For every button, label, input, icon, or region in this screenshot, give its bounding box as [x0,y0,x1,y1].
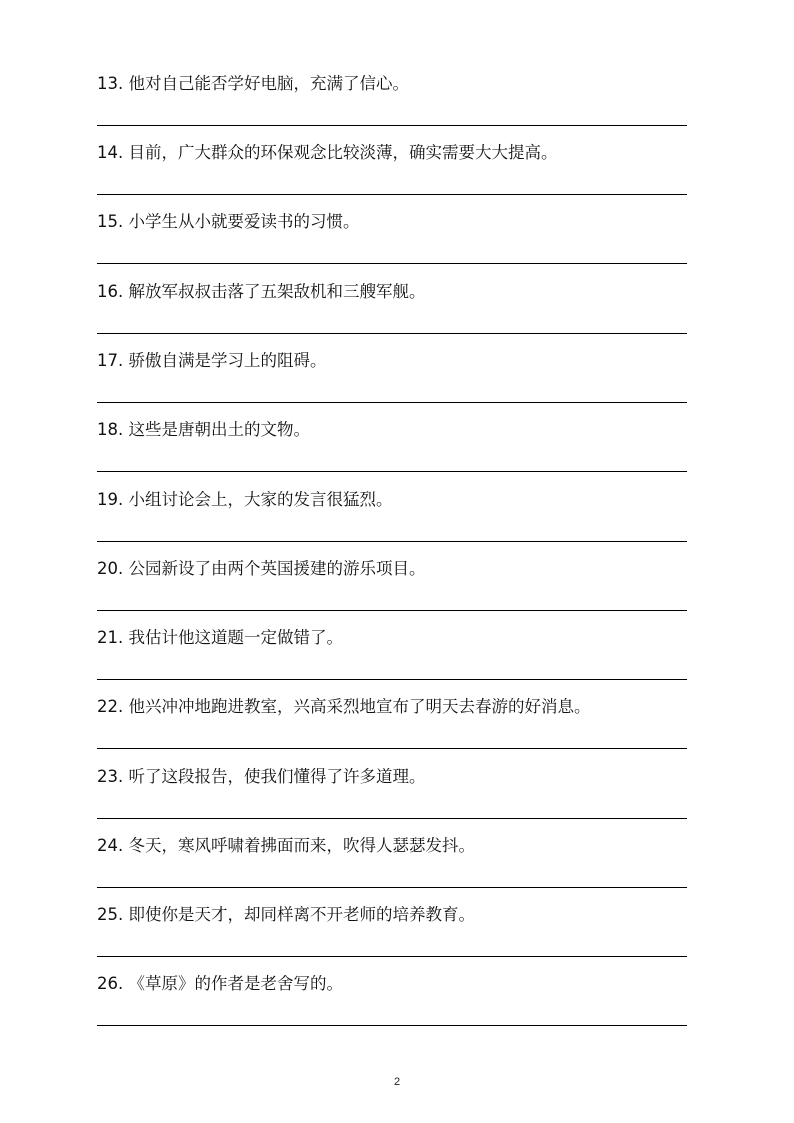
question-text: 21. 我估计他这道题一定做错了。 [97,628,343,647]
question-item [97,70,687,140]
answer-line[interactable] [97,333,687,334]
answer-line[interactable] [97,818,687,819]
question-item [97,208,687,278]
question-item [97,763,687,833]
answer-line[interactable] [97,887,687,888]
question-item [97,832,687,902]
question-item [97,139,687,209]
answer-line[interactable] [97,471,687,472]
question-text: 19. 小组讨论会上，大家的发言很猛烈。 [97,490,393,509]
answer-line[interactable] [97,194,687,195]
question-text: 13. 他对自己能否学好电脑，充满了信心。 [97,74,409,93]
question-text: 24. 冬天，寒风呼啸着拂面而来，吹得人瑟瑟发抖。 [97,836,475,855]
question-item [97,970,687,1040]
question-text: 18. 这些是唐朝出土的文物。 [97,420,310,439]
answer-line[interactable] [97,263,687,264]
answer-line[interactable] [97,748,687,749]
answer-line[interactable] [97,1025,687,1026]
answer-line[interactable] [97,541,687,542]
answer-line[interactable] [97,125,687,126]
question-item [97,693,687,763]
question-text: 23. 听了这段报告，使我们懂得了许多道理。 [97,767,426,786]
answer-line[interactable] [97,610,687,611]
page-number: 2 [393,1076,401,1088]
question-text: 20. 公园新设了由两个英国援建的游乐项目。 [97,559,426,578]
question-item [97,416,687,486]
question-item [97,486,687,556]
answer-line[interactable] [97,402,687,403]
question-item [97,624,687,694]
question-item [97,278,687,348]
question-item [97,347,687,417]
question-text: 14. 目前，广大群众的环保观念比较淡薄，确实需要大大提高。 [97,143,558,162]
question-text: 17. 骄傲自满是学习上的阻碍。 [97,351,327,370]
question-item [97,555,687,625]
question-text: 16. 解放军叔叔击落了五架敌机和三艘军舰。 [97,282,426,301]
question-text: 26. 《草原》的作者是老舍写的。 [97,974,343,993]
answer-line[interactable] [97,679,687,680]
question-text: 15. 小学生从小就要爱读书的习惯。 [97,212,360,231]
question-text: 25. 即使你是天才，却同样离不开老师的培养教育。 [97,905,475,924]
answer-line[interactable] [97,956,687,957]
question-item [97,901,687,971]
question-text: 22. 他兴冲冲地跑进教室，兴高采烈地宣布了明天去春游的好消息。 [97,697,591,716]
